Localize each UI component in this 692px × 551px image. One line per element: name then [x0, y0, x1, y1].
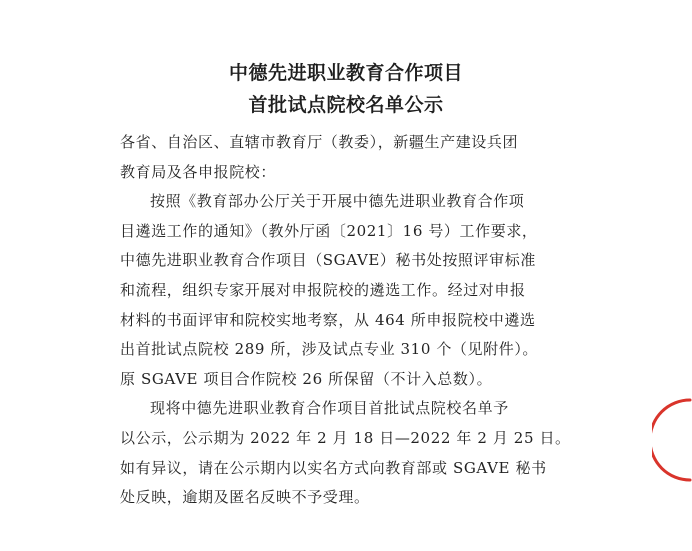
- red-stamp-edge: [652, 398, 692, 482]
- body-line-para1-7: 原 SGAVE 项目合作院校 26 所保留（不计入总数）。: [120, 369, 493, 388]
- stamp-arc-path: [652, 400, 690, 480]
- document-title-line-1: 中德先进职业教育合作项目: [228, 62, 463, 84]
- body-line-salutation-2: 教育局及各申报院校：: [120, 162, 277, 181]
- body-line-para2-4: 处反映，逾期及匿名反映不予受理。: [120, 488, 370, 507]
- body-line-para2-2: 以公示，公示期为 2022 年 2 月 18 日—2022 年 2 月 25 日。: [120, 428, 571, 447]
- body-line-para1-4: 和流程，组织专家开展对申报院校的遴选工作。经过对申报: [120, 280, 526, 299]
- body-line-para1-3: 中德先进职业教育合作项目（SGAVE）秘书处按照评审标准: [120, 251, 536, 270]
- body-line-para2-3: 如有异议，请在公示期内以实名方式向教育部或 SGAVE 秘书: [120, 458, 547, 477]
- document-body: [120, 128, 590, 513]
- body-line-para1-6: 出首批试点院校 289 所，涉及试点专业 310 个（见附件）。: [120, 340, 539, 359]
- document-title-line-2: 首批试点院校名单公示: [248, 94, 444, 116]
- body-line-para1-2: 目遴选工作的通知》（教外厅函〔2021〕16 号）工作要求，: [120, 221, 538, 240]
- body-line-para1-5: 材料的书面评审和院校实地考察，从 464 所申报院校中遴选: [120, 310, 536, 329]
- body-line-para2-1: 现将中德先进职业教育合作项目首批试点院校名单予: [150, 399, 509, 418]
- body-line-salutation-1: 各省、自治区、直辖市教育厅（教委），新疆生产建设兵团: [120, 133, 519, 151]
- body-line-para1-1: 按照《教育部办公厅关于开展中德先进职业教育合作项: [150, 192, 525, 211]
